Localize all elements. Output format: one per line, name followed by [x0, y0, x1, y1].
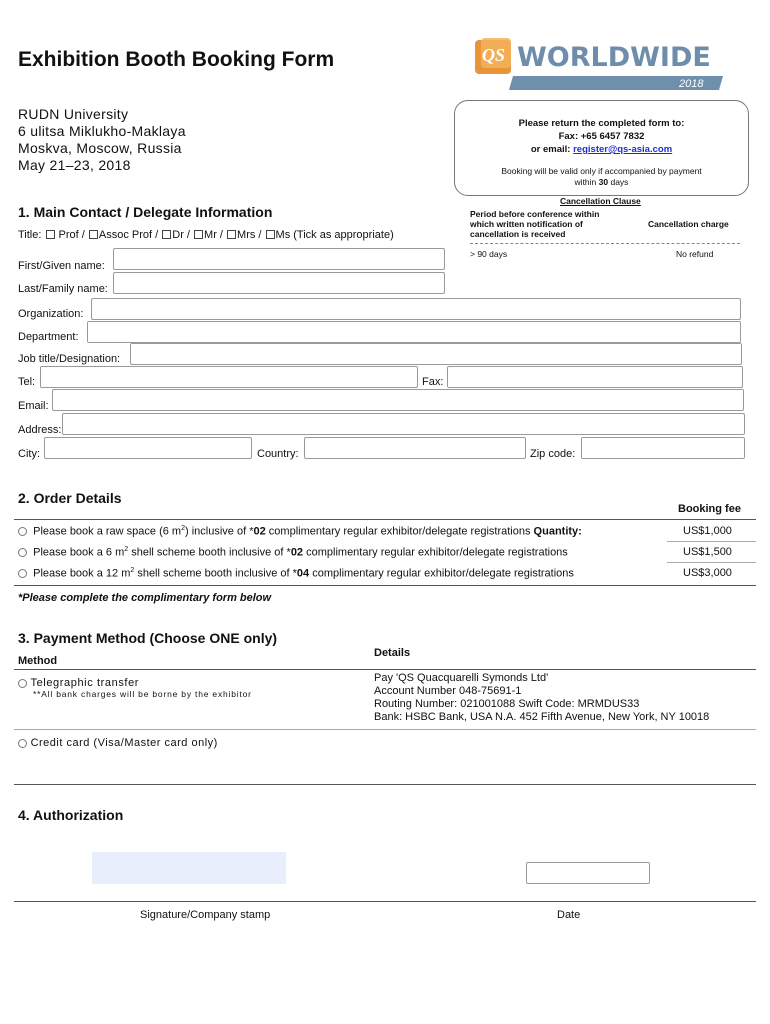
job-title-field[interactable] [130, 343, 742, 365]
period-header-3: cancellation is received [470, 229, 566, 239]
country-label: Country: [257, 448, 299, 460]
section3-heading: 3. Payment Method (Choose ONE only) [18, 630, 278, 646]
opt2-count: 02 [290, 546, 304, 559]
checkbox-prof[interactable] [46, 230, 55, 239]
radio-credit-card[interactable] [18, 739, 27, 748]
opt-mrs: Mrs / [237, 229, 265, 241]
last-name-field[interactable] [113, 272, 445, 294]
validity-days: 30 [598, 177, 609, 187]
bank-address: Bank: HSBC Bank, USA N.A. 452 Fifth Avenue, New York, NY 10018 [374, 711, 710, 723]
period-header-1: Period before conference within [470, 209, 600, 219]
checkbox-mrs[interactable] [227, 230, 236, 239]
payment-divider-top [14, 669, 756, 670]
radio-telegraphic-transfer[interactable] [18, 679, 27, 688]
validity-suffix: days [608, 177, 629, 187]
organization-label: Organization: [18, 308, 84, 320]
event-address [18, 106, 186, 174]
signature-field[interactable] [92, 852, 286, 884]
department-label: Department: [18, 331, 79, 343]
radio-12m-booth[interactable] [18, 569, 27, 578]
email-link[interactable]: register@qs-asia.com [573, 144, 673, 155]
last-name-label: Last/Family name: [18, 283, 108, 295]
city-label: City: [18, 448, 40, 460]
payment-divider-bottom [14, 784, 756, 785]
cancellation-charge-value: No refund [676, 249, 714, 259]
opt-assoc-prof: Assoc Prof / [98, 229, 162, 241]
period-header-2: which written notification of [470, 219, 583, 229]
opt2-sup: 2 [124, 546, 129, 553]
fee-6m-booth: US$1,500 [683, 546, 732, 558]
signature-label: Signature/Company stamp [140, 909, 271, 921]
method-header: Method [18, 655, 58, 667]
card-label: Credit card (Visa/Master card only) [30, 737, 218, 749]
title-label: Title: [18, 229, 42, 241]
logo-qs-text: QS [482, 45, 506, 65]
payment-divider-mid [14, 729, 756, 730]
address-label: Address: [18, 424, 62, 436]
cancellation-period-value: > 90 days [470, 249, 508, 259]
return-email-line [454, 143, 749, 156]
validity-note [454, 166, 749, 188]
department-field[interactable] [87, 321, 741, 343]
complimentary-note: *Please complete the complimentary form below [18, 592, 272, 604]
order-option-raw-space [18, 525, 582, 538]
cancellation-title: Cancellation Clause [560, 196, 641, 206]
email-field[interactable] [52, 389, 744, 411]
opt3-sup: 2 [130, 567, 135, 574]
event-street: 6 ulitsa Miklukho-Maklaya [18, 123, 186, 139]
payment-option-tt [18, 677, 139, 689]
checkbox-mr[interactable] [194, 230, 203, 239]
tel-label: Tel: [18, 376, 36, 388]
order-option-12m-booth [18, 567, 574, 580]
bank-routing: Routing Number: 021001088 Swift Code: MRMDUS33 [374, 698, 640, 710]
opt1-count: 02 [253, 525, 266, 538]
event-city: Moskva, Moscow, Russia [18, 140, 182, 156]
fee-raw-space: US$1,000 [683, 525, 732, 537]
checkbox-ms[interactable] [266, 230, 275, 239]
first-name-field[interactable] [113, 248, 445, 270]
fax-label: Fax: [422, 376, 444, 388]
bank-details [374, 672, 709, 724]
validity-line2 [454, 177, 749, 188]
tt-label: Telegraphic transfer [30, 677, 140, 689]
validity-line1: Booking will be valid only if accompanied by payment [501, 166, 702, 176]
opt-mr: Mr / [204, 229, 227, 241]
zip-label: Zip code: [530, 448, 576, 460]
order-divider-top [14, 519, 756, 520]
zip-field[interactable] [581, 437, 745, 459]
checkbox-assoc-prof[interactable] [89, 230, 98, 239]
qs-worldwide-logo [473, 36, 728, 94]
title-options [18, 229, 394, 241]
email-prefix: or email: [530, 144, 574, 155]
order-option-6m-booth [18, 546, 568, 559]
section2-heading: 2. Order Details [18, 490, 122, 506]
return-instructions [454, 117, 749, 156]
opt3-count: 04 [296, 567, 310, 580]
opt2-text-b: shell scheme booth inclusive of * [128, 546, 291, 559]
details-header: Details [374, 647, 411, 659]
address-field[interactable] [62, 413, 745, 435]
section1-heading: 1. Main Contact / Delegate Information [18, 204, 273, 220]
organization-field[interactable] [91, 298, 741, 320]
section4-heading: 4. Authorization [18, 807, 124, 823]
date-field[interactable] [526, 862, 650, 884]
opt3-text-b: shell scheme booth inclusive of * [134, 567, 297, 580]
email-label: Email: [18, 400, 49, 412]
validity-prefix: within [574, 177, 599, 187]
radio-raw-space[interactable] [18, 527, 27, 536]
opt1-text-b: ) inclusive of * [185, 525, 254, 538]
logo-year-text: 2018 [679, 78, 704, 90]
event-dates: May 21–23, 2018 [18, 157, 131, 173]
quantity-label: Quantity: [533, 525, 582, 538]
city-field[interactable] [44, 437, 252, 459]
opt-ms: Ms (Tick as appropriate) [275, 229, 394, 241]
cancellation-charge-header: Cancellation charge [648, 219, 729, 229]
country-field[interactable] [304, 437, 526, 459]
opt1-sup: 2 [181, 525, 185, 532]
cancellation-divider [470, 243, 740, 244]
opt2-text-a: Please book a 6 m [33, 546, 125, 559]
checkbox-dr[interactable] [162, 230, 171, 239]
fee-divider-2 [667, 562, 756, 563]
opt2-text-c: complimentary regular exhibitor/delegate registrations [303, 546, 568, 559]
tt-bank-charges-note: **All bank charges will be borne by the exhibitor [33, 689, 252, 699]
fax-field[interactable] [447, 366, 743, 388]
opt1-text-a: Please book a raw space (6 m [33, 525, 182, 538]
opt1-text-c: complimentary regular exhibitor/delegate registrations [265, 525, 534, 538]
event-venue: RUDN University [18, 106, 129, 122]
opt-dr: Dr / [172, 229, 194, 241]
cancellation-period-header [470, 209, 599, 239]
first-name-label: First/Given name: [18, 260, 105, 272]
tel-field[interactable] [40, 366, 418, 388]
authorization-line [14, 901, 756, 902]
bank-payee: Pay 'QS Quacquarelli Symonds Ltd' [374, 672, 549, 684]
page-title: Exhibition Booth Booking Form [18, 48, 335, 71]
opt-prof: Prof / [55, 229, 88, 241]
job-title-label: Job title/Designation: [18, 353, 121, 365]
logo-worldwide-text: WORLDWIDE [517, 42, 711, 73]
date-label: Date [557, 909, 581, 921]
radio-6m-booth[interactable] [18, 548, 27, 557]
payment-option-card [18, 737, 218, 749]
booking-fee-header: Booking fee [678, 503, 741, 515]
order-divider-bottom [14, 585, 756, 586]
fee-divider-1 [667, 541, 756, 542]
opt3-text-a: Please book a 12 m [33, 567, 131, 580]
fee-12m-booth: US$3,000 [683, 567, 732, 579]
return-fax: Fax: +65 6457 7832 [558, 131, 645, 142]
return-line: Please return the completed form to: [518, 118, 685, 129]
bank-account: Account Number 048-75691-1 [374, 685, 522, 697]
opt3-text-c: complimentary regular exhibitor/delegate registrations [309, 567, 574, 580]
